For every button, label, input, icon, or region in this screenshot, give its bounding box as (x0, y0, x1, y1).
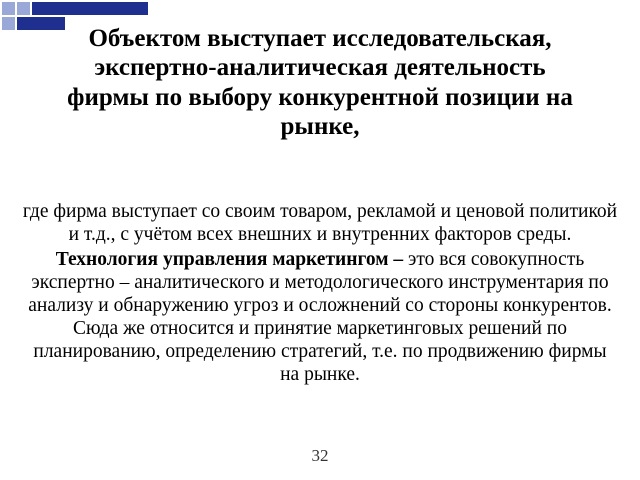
page-number: 32 (311, 446, 329, 465)
slide-title: Объектом выступает исследовательская, экспертно-аналитическая деятельность фирмы по выбору конкурентной позиции на рынке, (67, 25, 573, 140)
deco-square-2 (17, 2, 30, 15)
body-paragraph-2 (22, 248, 618, 386)
deco-bar-long (32, 2, 148, 15)
deco-square-1 (2, 2, 15, 15)
slide-body (22, 200, 618, 388)
body-paragraph-1: где фирма выступает со своим товаром, рекламой и ценовой политикой и т.д., с учётом всех внешних и внутренних факторов среды. (22, 201, 618, 245)
body-paragraph-2-lead: Технология управления маркетингом – (55, 249, 409, 270)
deco-square-3 (2, 17, 15, 30)
body-paragraph-2-rest: это вся совокупность экспертно – аналитического и методологического инструментария по анализу и обнаружению угроз и осложнений со стороны конкурентов. Сюда же относится и принятие маркетинговых решений по планированию, определению стратегий, т.е. по продвижению фирмы на рынке. (28, 249, 612, 385)
